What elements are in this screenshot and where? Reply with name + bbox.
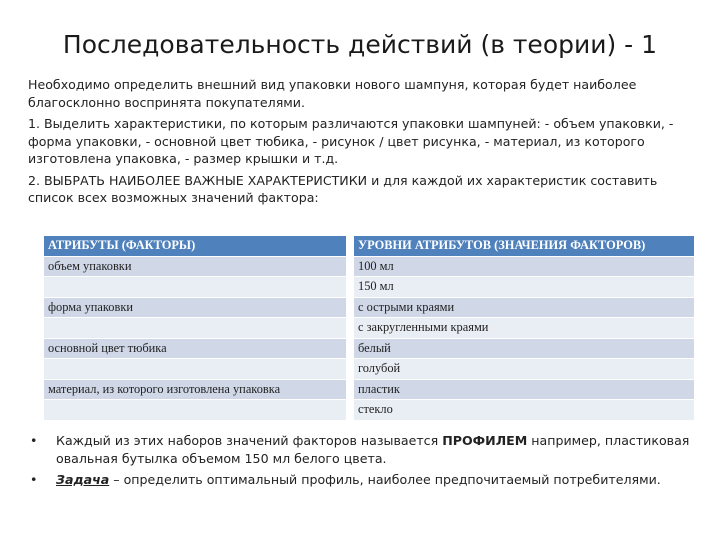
paragraph-step-1: 1. Выделить характеристики, по которым различаются упаковки шампуней: - объем упаковки, - форма упаковки, - основной цвет тюбика, - рисунок / цвет рисунка, - материал, из которого изготовлена упаковка, - размер крышки и т.д. xyxy=(28,116,674,166)
paragraph-step-2: 2. ВЫБРАТЬ НАИБОЛЕЕ ВАЖНЫЕ ХАРАКТЕРИСТИКИ и для каждой их характеристик составить список всех возможных значений фактора: xyxy=(28,172,658,205)
table-header-attributes: АТРИБУТЫ (ФАКТОРЫ) xyxy=(44,236,346,257)
attribute-cell: материал, из которого изготовлена упаковка xyxy=(44,380,346,401)
attribute-cell xyxy=(44,400,346,421)
table-row xyxy=(44,318,694,339)
attribute-cell xyxy=(44,359,346,380)
page-title: Последовательность действий (в теории) - 1 xyxy=(62,30,658,59)
list-item xyxy=(30,432,690,467)
level-cell: пластик xyxy=(354,380,694,401)
level-cell: голубой xyxy=(354,359,694,380)
level-cell: с острыми краями xyxy=(354,298,694,319)
attribute-cell xyxy=(44,318,346,339)
level-cell: 100 мл xyxy=(354,257,694,278)
bullet-text-1: Каждый из этих наборов значений факторов называется xyxy=(56,433,443,448)
table-row xyxy=(44,339,694,360)
attribute-cell xyxy=(44,277,346,298)
profile-term: ПРОФИЛЕМ xyxy=(442,433,528,448)
level-cell: 150 мл xyxy=(354,277,694,298)
table-row xyxy=(44,257,694,278)
paragraph-intro: Необходимо определить внешний вид упаковки нового шампуня, которая будет наиболее благосклонно воспринята покупателями. xyxy=(28,77,637,110)
table-row xyxy=(44,359,694,380)
table-row xyxy=(44,298,694,319)
attribute-cell: объем упаковки xyxy=(44,257,346,278)
attributes-table xyxy=(44,236,694,421)
bullet-icon: • xyxy=(30,433,38,448)
bullet-icon: • xyxy=(30,472,38,487)
level-cell: белый xyxy=(354,339,694,360)
table-row xyxy=(44,277,694,298)
level-cell: стекло xyxy=(354,400,694,421)
bullet-list xyxy=(30,432,690,493)
task-term: Задача xyxy=(56,472,110,487)
bullet-text-2: – определить оптимальный профиль, наиболее предпочитаемый потребителями. xyxy=(109,472,661,487)
table-row xyxy=(44,380,694,401)
level-cell: с закругленными краями xyxy=(354,318,694,339)
list-item xyxy=(30,471,690,489)
table-header-row xyxy=(44,236,694,257)
table-row xyxy=(44,400,694,421)
attribute-cell: форма упаковки xyxy=(44,298,346,319)
attribute-cell: основной цвет тюбика xyxy=(44,339,346,360)
table-header-levels: УРОВНИ АТРИБУТОВ (ЗНАЧЕНИЯ ФАКТОРОВ) xyxy=(354,236,694,257)
bullet-text-1-cont: например, пластиковая овальная бутылка объемом 150 мл белого цвета. xyxy=(56,433,690,466)
body-text xyxy=(28,76,696,211)
